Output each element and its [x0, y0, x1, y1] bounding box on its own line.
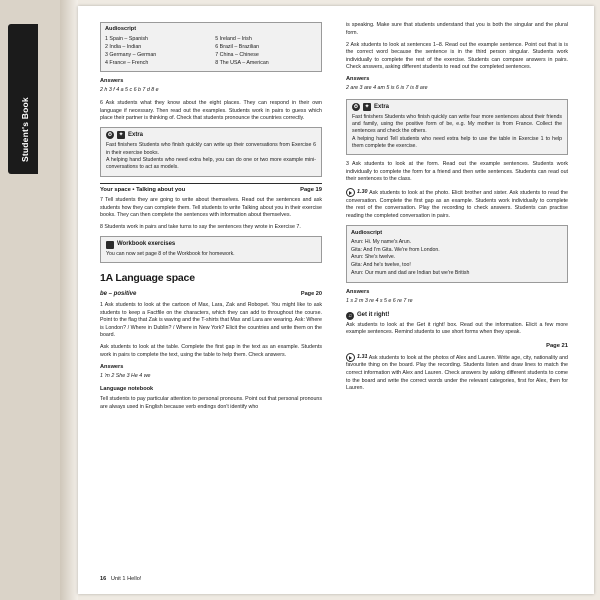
answers-title-right-1: Answers — [346, 76, 370, 83]
star-icon: ✦ — [118, 132, 124, 139]
audioscript-item-2: 2 India – Indian — [105, 43, 142, 50]
audioscript-item-7: 7 China – Chinese — [215, 51, 259, 58]
extra-header-right — [352, 103, 562, 112]
answers-body-right-1: 2 are 3 are 4 am 5 is 6 is 7 is 8 are — [346, 85, 428, 92]
audioscript-item-5: 5 Ireland – Irish — [215, 35, 252, 42]
audioscript-box-left — [100, 22, 322, 72]
paragraph-exercise-3: 3 Ask students to look at the form. Read out the example sentences. Students work individually to complete the form for a friend and then write sentences. Students can read out their sentences to the class. — [346, 161, 568, 183]
sub-heading-be-positive — [100, 290, 322, 299]
paragraph-exercise-4-text: Ask students to look at the photo. Elicit brother and sister. Ask students to read the conversation. Complete the first gap as an example. Students work individually to complete the rest of the conversation. Play the recording to check answers. Students can practise reading the completed conversation in pairs. — [346, 190, 569, 219]
book-page-sheet — [78, 6, 594, 594]
extra-title-right: Extra — [374, 103, 390, 110]
extra-title: Extra — [128, 132, 144, 139]
sub-heading-label: be – positive — [100, 291, 137, 298]
workbook-body: You can now set page 8 of the Workbook for homework. — [106, 251, 235, 257]
audioscript-item-1: 1 Spain – Spanish — [105, 35, 148, 42]
paragraph-exercise-4 — [346, 188, 568, 220]
workbook-title: Workbook exercises — [117, 241, 176, 248]
audioscript-right-line: Gita: And I'm Gita. We're from London. — [351, 246, 440, 253]
extra-line-2: A helping hand Students who need extra help, you can do one or two more example mini-conversations to act as models. — [106, 156, 316, 171]
play-icon — [346, 188, 355, 197]
audioscript-title: Audioscript — [105, 26, 137, 32]
your-space-title: Your space • Talking about you — [100, 187, 186, 194]
page-columns — [78, 6, 594, 594]
answers-title-right-2: Answers — [346, 288, 370, 295]
side-tab-label: Student's Book — [20, 97, 30, 162]
extra-line-1: Fast finishers Students who finish quickly can write up their conversations from Exercise 6 in their exercise books. — [106, 142, 316, 156]
language-notebook-body: Tell students to pay particular attention to personal pronouns. Point out that personal pronouns are always used in English because verb endings don't identify who — [100, 396, 322, 410]
audioscript-item-8: 8 The USA – American — [215, 59, 269, 66]
unit-title: 1A Language space — [100, 272, 195, 285]
extra-header — [106, 131, 316, 140]
paragraph-exercise-1: 1 Ask students to look at the cartoon of Max, Lara, Zak and Robopet. You might like to ask students to keep a Factfile on the characters, which they can add to throughout the course. Point to the flag that Zak is waving and the T-shirts that Max and Lara are wearing. Ask: Where is London? / Where in Dublin? / Where in New York? Elicit the countries and write them on the board. — [100, 302, 322, 339]
audioscript-right-title: Audioscript — [351, 229, 383, 236]
page-label-right: Page 21 — [546, 342, 568, 349]
clock-icon: ⏱ — [106, 131, 114, 139]
audioscript-row — [105, 44, 317, 52]
side-tab-students-book — [8, 24, 38, 174]
audioscript-item-3: 3 Germany – German — [105, 51, 157, 58]
paragraph-continued: is speaking. Make sure that students understand that you is both the singular and the plural form. — [346, 22, 568, 36]
audio-track-marker-2 — [346, 353, 368, 362]
your-space-page: Page 19 — [300, 187, 322, 194]
audioscript-right-line: Gita: And he's twelve, too! — [351, 262, 411, 269]
workbook-exercises-box — [100, 236, 322, 263]
sub-heading-page: Page 20 — [300, 291, 322, 298]
right-column — [346, 22, 568, 397]
paragraph-exercise-6: 6 Ask students what they know about the eight places. They can respond in their own language if necessary. Then read out the examples. Students work in pairs to guess which place their partner is thinking of. Check that students pronounce the countries correctly. — [100, 100, 322, 122]
paragraph-exercise-7: 7 Tell students they are going to write about themselves. Read out the sentences and ask students how they can complete them. Tell students to write Talking about you in their exercise books. They can then complete the sentences with information about themselves. — [100, 197, 322, 219]
paragraph-exercise-5-text: Ask students to look at the photos of Alex and Lauren. Write age, city, nationality and favourite thing on the board. Play the recording. Students listen and draw lines to match the correct information with Alex and Lauren. Check answers by asking different students to come to the board and write the correct words under the relevant categories, first for Alex, then for Lauren. — [346, 354, 568, 392]
paragraph-exercise-2: 2 Ask students to look at sentences 1–8. Read out the example sentence. Point out that is is the correct word because the sentence is in the third person singular. Students work individually to complete the rest of the exercise. Students can compare answers in pairs. Check answers, asking different students to read out the completed sentences. — [346, 41, 568, 71]
get-it-right-header — [346, 311, 568, 320]
paragraph-exercise-5 — [346, 353, 568, 392]
audioscript-right-line: Arun: Our mum and dad are Indian but we're British — [351, 270, 470, 277]
extra-right-line-1: Fast finishers Students who finish quickly can write four more sentences about their friends and family, using the positive form of be, e.g. My mother is from France. Collect the sentences and check the others. — [352, 113, 562, 135]
extra-box-right — [346, 99, 568, 156]
answers-title-2: Answers — [100, 363, 124, 370]
extra-right-line-2: A helping hand Tell students who need extra help to use the table in Exercise 1 to help them complete the exercise. — [352, 135, 562, 150]
answers-body-right-2: 1 s 2 m 3 re 4 s 5 e 6 re 7 re — [346, 297, 413, 304]
extra-box-left — [100, 127, 322, 177]
get-it-right-body: Ask students to look at the Get it right! box. Read out the information. Elicit a few more example sentences. Remind students to use short forms when they speak. — [346, 321, 568, 336]
workbook-header — [106, 240, 316, 249]
audioscript-right-line: Arun: Hi. My name's Arun. — [351, 238, 412, 245]
footer-unit-label: Unit 1 Hello! — [110, 576, 142, 582]
footer-page-number: 16 — [100, 576, 107, 582]
star-icon: ✦ — [364, 103, 370, 110]
track-number: 1.30 — [357, 189, 368, 196]
audioscript-row — [105, 60, 317, 68]
answers-title: Answers — [100, 77, 124, 84]
left-column — [100, 22, 322, 416]
clock-icon: ⏱ — [352, 103, 360, 111]
get-it-right-title: Get it right! — [357, 312, 390, 319]
play-icon — [346, 353, 355, 362]
book-icon — [106, 241, 114, 249]
paragraph-exercise-8: 8 Students work in pairs and take turns to say the sentences they wrote in Exercise 7. — [100, 224, 301, 231]
audioscript-row — [105, 52, 317, 60]
language-notebook-title: Language notebook — [100, 386, 154, 393]
paragraph-exercise-1b: Ask students to look at the table. Complete the first gap in the text as an example. Students work in pairs to complete the text, using the table to help them. Check answers. — [100, 344, 322, 358]
your-space-heading — [100, 183, 322, 195]
audioscript-box-right — [346, 225, 568, 283]
audioscript-row — [105, 36, 317, 44]
audioscript-item-4: 4 France – French — [105, 59, 149, 66]
audioscript-item-6: 6 Brazil – Brazilian — [215, 43, 260, 50]
answers-body-2: 1 'm 2 She 3 He 4 we — [100, 372, 151, 379]
audioscript-right-line: Arun: She's twelve. — [351, 254, 396, 261]
answers-body: 2 h 3 f 4 a 5 c 6 b 7 d 8 e — [100, 86, 159, 93]
page-footer — [100, 576, 141, 582]
track-number-2: 1.31 — [357, 353, 368, 360]
audio-track-marker — [346, 188, 368, 197]
book-spine-shadow — [60, 0, 78, 600]
megaphone-icon: ♫ — [347, 312, 353, 319]
